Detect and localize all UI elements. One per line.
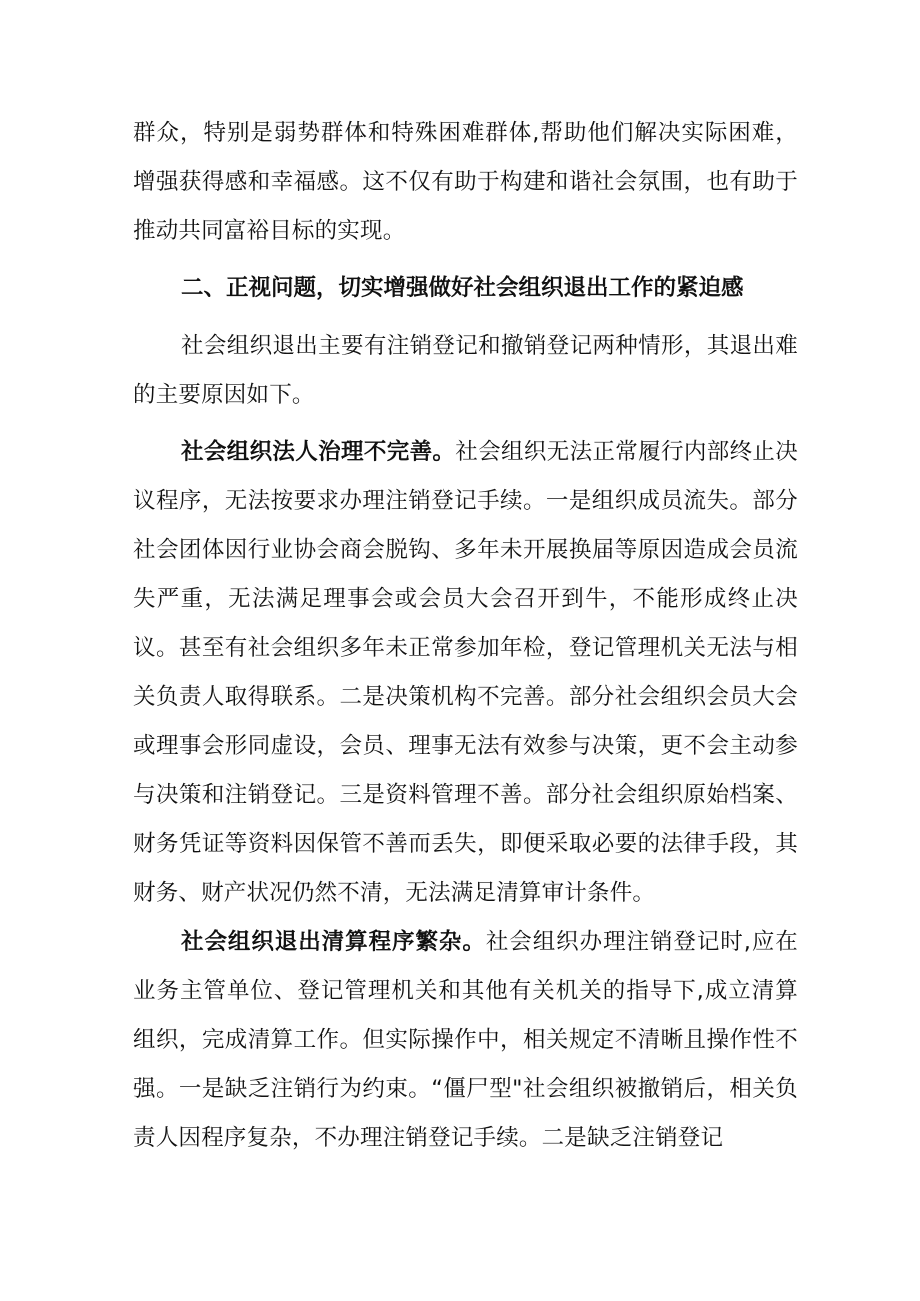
paragraph-body-liquidation: 社会组织办理注销登记时,应在业务主管单位、登记管理机关和其他有关机关的指导下,成立清算组织，完成清算工作。但实际操作中，相关规定不清晰且操作性不强。一是缺乏注销行为约束。“僵尸型"社会组织被撤销后，相关负责人因程序复杂，不办理注销登记手续。二是缺乏注销登记 [133,929,798,1151]
paragraph-liquidation [133,918,798,1163]
paragraph-lead-governance: 社会组织法人治理不完善。 [181,439,456,465]
paragraph-body-governance: 社会组织无法正常履行内部终止决议程序，无法按要求办理注销登记手续。一是组织成员流失。部分社会团体因行业协会商会脱钩、多年未开展换届等原因造成会员流失严重，无法满足理事会或会员大会召开到牛，不能形成终止决议。甚至有社会组织多年未正常参加年检，登记管理机关无法与相关负责人取得联系。二是决策机构不完善。部分社会组织会员大会或理事会形同虚设，会员、理事无法有效参与决策，更不会主动参与决策和注销登记。三是资料管理不善。部分社会组织原始档案、财务凭证等资料因保管不善而丢失，即便采取必要的法律手段，其财务、财产状况仍然不清，无法满足清算审计条件。 [133,439,798,906]
paragraph-exit-types: 社会组织退出主要有注销登记和撤销登记两种情形，其退出难的主要原因如下。 [133,333,798,408]
section-heading-2: 二、正视问题，切实增强做好社会组织退出工作的紧迫感 [181,275,744,301]
paragraph-continuation: 群众，特别是弱势群体和特殊困难群体,帮助他们解决实际困难，增强获得感和幸福感。这不仅有助于构建和谐社会氛围，也有助于推动共同富裕目标的实现。 [133,120,798,244]
paragraph-governance [133,428,798,918]
paragraph-lead-liquidation: 社会组织退出清算程序繁杂。 [181,929,486,955]
